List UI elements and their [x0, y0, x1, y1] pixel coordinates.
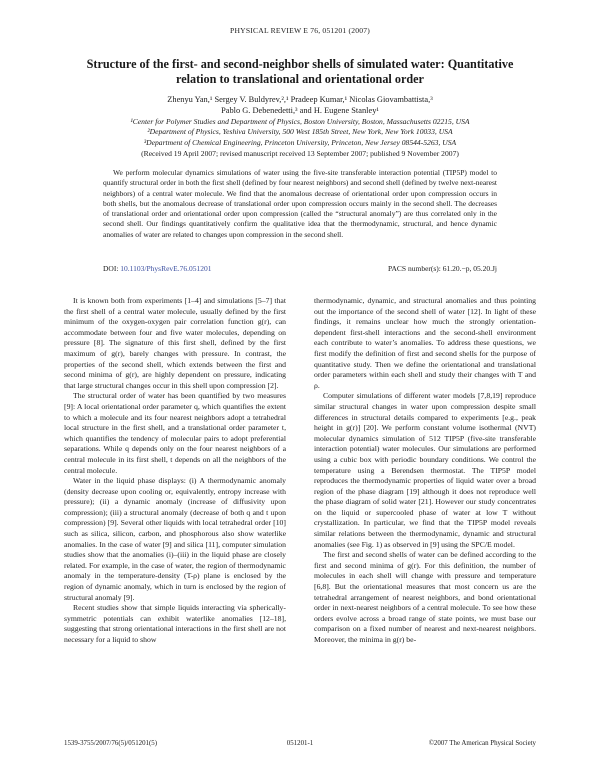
right-paragraph-2: Computer simulations of different water models [7,8,19] reproduce similar structural changes in water upon compression despite small differences in structural details compared to experiments [e.g., peak height in g(r)] [20]. We perform constant volume isothermal (NVT) molecular dynamics simulation of 512 TIP5P (five-site transferable interaction potential) water molecules. Our simulations are performed using a cubic box with periodic boundary conditions. We control the temperature using a Berendsen thermostat. The TIP5P model reproduces the thermodynamic properties of liquid water over a broad region of the phase diagram [19] although it does not reproduce well the phase diagram of solid water [21]. However our study concentrates on the liquid or supercooled phase of water at low T without crystallization. In particular, we find that the TIP5P model reveals similar relations between the thermodynamic, dynamic and structural anomalies (see Fig. 1) as observed in [9] using the SPC/E model. — [314, 391, 536, 549]
doi-link[interactable]: 10.1103/PhysRevE.76.051201 — [120, 264, 212, 273]
left-column — [64, 296, 286, 646]
doi-line — [103, 264, 497, 273]
author-list — [80, 95, 520, 116]
paper-title: Structure of the first- and second-neighbor shells of simulated water: Quantitative relation to translational and orientational order — [86, 57, 514, 86]
footer-copyright: ©2007 The American Physical Society — [428, 740, 536, 747]
left-paragraph-1: It is known both from experiments [1–4] and simulations [5–7] that the first shell of a central water molecule, usually defined by the first minimum of the oxygen-oxygen pair correlation function g(r), can accommodate between four and five water molecules, depending on pressure [8]. The signature of this first shell, defined by the first maximum of g(r), barely changes with pressure. In contrast, the properties of the second shell, which extends between the first and second minima of g(r), are highly dependent on pressure, indicating that large structural changes occur in this shell upon compression [2]. — [64, 296, 286, 390]
right-paragraph-3: The first and second shells of water can be defined according to the first and second minima of g(r). For this definition, the number of molecules in each shell will change with pressure and temperature [6,8]. But the orientational measures that most concern us are the tetrahedral arrangement of nearest neighbors, and bond orientational order in next-nearest neighbors of a central molecule. To see how these orders evolve across a broad range of state points, we must base our comparison on a fixed number of nearest and next-nearest neighbors. Moreover, the minima in g(r) be- — [314, 550, 536, 644]
right-column — [314, 296, 536, 646]
page-footer — [64, 740, 536, 747]
footer-issn: 1539-3755/2007/76(5)/051201(5) — [64, 740, 158, 747]
affiliation-2: ²Department of Physics, Yeshiva University, 500 West 185th Street, New York, New York 10033, USA — [147, 127, 453, 137]
affiliation-1: ¹Center for Polymer Studies and Department of Physics, Boston University, Boston, Massachusetts 02215, USA — [130, 117, 470, 126]
footer-page-number: 051201-1 — [286, 740, 314, 747]
running-head: PHYSICAL REVIEW E 76, 051201 (2007) — [230, 26, 370, 35]
right-paragraph-1: thermodynamic, dynamic, and structural anomalies and thus pointing out the importance of the second shell of water [12]. In light of these findings, it remains unclear how much the strongly orientation-dependent first-shell interactions and the second-shell environment each contribute to water’s anomalies. To address these questions, we first modify the definition of first and second shells for the purpose of quantitative study. Then we define the orientational and translational order parameters within each shell and study their changes with T and ρ. — [314, 296, 536, 390]
received-dates: (Received 19 April 2007; revised manuscript received 13 September 2007; published 9 November 2007) — [141, 149, 459, 158]
abstract — [103, 168, 497, 240]
affiliations — [60, 117, 540, 148]
author-line-2: Pablo G. Debenedetti,³ and H. Eugene Stanley¹ — [221, 105, 379, 115]
left-paragraph-4: Recent studies show that simple liquids interacting via spherically-symmetric potentials can exhibit waterlike anomalies [12–18], suggesting that strong orientational interactions in the first shell are not necessary for a liquid to show — [64, 603, 286, 644]
doi-label: DOI: — [103, 264, 121, 273]
affiliation-3: ³Department of Chemical Engineering, Princeton University, Princeton, New Jersey 08544-5263, USA — [143, 137, 457, 147]
abstract-text: We perform molecular dynamics simulations of water using the five-site transferable interaction potential (TIP5P) model to quantify structural order in both the first shell (defined by four nearest neighbors) and second shell (defined by twelve next-nearest neighbors) of a central water molecule. We find that the anomalous decrease of orientational order upon compression occurs in both shells, but the anomalous decrease of translational order upon compression occurs mainly in the second shell. The decreases of translational order and orientational order upon compression (called the “structural anomaly”) are thus correlated only in the second shell. Our findings quantitatively confirm the qualitative idea that the thermodynamic, structural, and hence dynamic anomalies of water are related to changes upon compression in the second shell. — [103, 168, 497, 239]
left-paragraph-2: The structural order of water has been quantified by two measures [9]: A local orientational order parameter q, which quantifies the extent to which a molecule and its four nearest neighbors adopt a tetrahedral local structure in the first shell, and a translational order parameter t, which quantifies the tendency of molecular pairs to adopt preferential separations. While q depends only on the four nearest neighbors of a central molecule in its first shell, t depends on all the neighbors of the central molecule. — [64, 391, 286, 475]
left-paragraph-3: Water in the liquid phase displays: (i) A thermodynamic anomaly (density decrease upon cooling or, equivalently, entropy increase with pressure); (ii) a dynamic anomaly (increase of diffusivity upon compression); (iii) a structural anomaly (decrease of both q and t upon compression) [9]. Several other liquids with local tetrahedral order [10] such as silica, silicon, carbon, and phosphorous also show waterlike anomalies. In the case of water [9] and silica [11], computer simulation studies show that the anomalies (i)–(iii) in the liquid phase are closely related. For example, in the case of water, the region of thermodynamic anomaly in the temperature-density (T-ρ) plane is enclosed by the region of dynamic anomaly, which in turn is enclosed by the region of structural anomaly [9]. — [64, 476, 286, 602]
author-line-1: Zhenyu Yan,¹ Sergey V. Buldyrev,²,¹ Pradeep Kumar,¹ Nicolas Giovambattista,³ — [167, 95, 433, 104]
pacs-numbers: PACS number(s): 61.20.−p, 05.20.Jj — [388, 264, 497, 273]
